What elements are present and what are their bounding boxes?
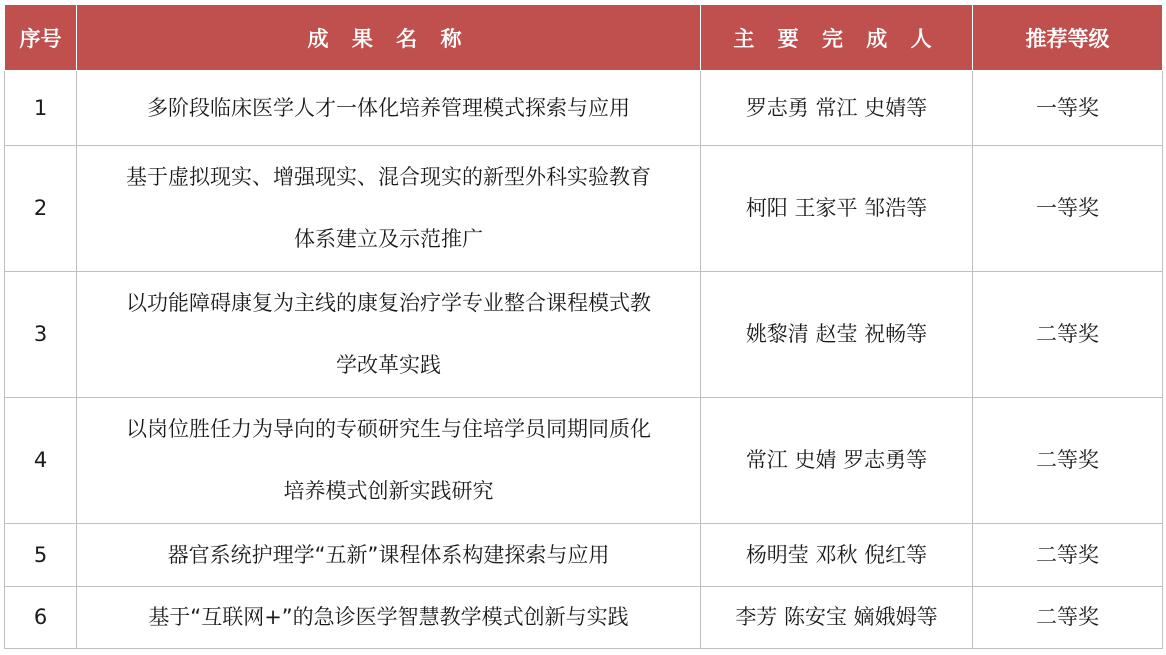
table-row: [5, 524, 1163, 587]
header-no: 序号: [5, 5, 77, 71]
row-level: 一等奖: [973, 71, 1163, 146]
row-name: [77, 524, 701, 587]
row-people: 柯阳 王家平 邹浩等: [701, 146, 973, 272]
row-people: 杨明莹 邓秋 倪红等: [701, 524, 973, 587]
table-row: [5, 71, 1163, 146]
row-no: 1: [5, 71, 77, 146]
row-name: [77, 587, 701, 649]
row-name-line: 以功能障碍康复为主线的康复治疗学专业整合课程模式教: [126, 291, 651, 315]
row-name-line: 多阶段临床医学人才一体化培养管理模式探索与应用: [147, 95, 630, 120]
row-name-line: 基于“互联网+”的急诊医学智慧教学模式创新与实践: [148, 605, 629, 629]
row-people: 姚黎清 赵莹 祝畅等: [701, 272, 973, 398]
row-name-line: 以岗位胜任力为导向的专硕研究生与住培学员同期同质化: [126, 417, 651, 441]
row-no: 5: [5, 524, 77, 587]
table-row: [5, 146, 1163, 272]
table-row: [5, 272, 1163, 398]
row-level: 二等奖: [973, 587, 1163, 649]
header-level: 推荐等级: [973, 5, 1163, 71]
row-name-line: 学改革实践: [336, 353, 441, 377]
row-name-line: 器官系统护理学“五新”课程体系构建探索与应用: [167, 542, 610, 567]
row-level: 二等奖: [973, 272, 1163, 398]
awards-table: [4, 4, 1163, 649]
row-no: 4: [5, 398, 77, 524]
table-row: [5, 398, 1163, 524]
row-name: [77, 146, 701, 272]
row-level: 一等奖: [973, 146, 1163, 272]
row-no: 3: [5, 272, 77, 398]
row-no: 2: [5, 146, 77, 272]
table-row: [5, 587, 1163, 649]
row-level: 二等奖: [973, 524, 1163, 587]
row-people: 罗志勇 常江 史婧等: [701, 71, 973, 146]
row-name-line: 体系建立及示范推广: [294, 227, 483, 251]
row-people: 常江 史婧 罗志勇等: [701, 398, 973, 524]
header-people: 主 要 完 成 人: [701, 5, 973, 71]
row-name: [77, 398, 701, 524]
row-name-line: 基于虚拟现实、增强现实、混合现实的新型外科实验教育: [126, 165, 651, 189]
row-people: 李芳 陈安宝 嫡娥姆等: [701, 587, 973, 649]
row-name: [77, 71, 701, 146]
header-row: [5, 5, 1163, 71]
row-name-line: 培养模式创新实践研究: [283, 479, 494, 503]
row-level: 二等奖: [973, 398, 1163, 524]
header-name: 成 果 名 称: [77, 5, 701, 71]
row-no: 6: [5, 587, 77, 649]
row-name: [77, 272, 701, 398]
